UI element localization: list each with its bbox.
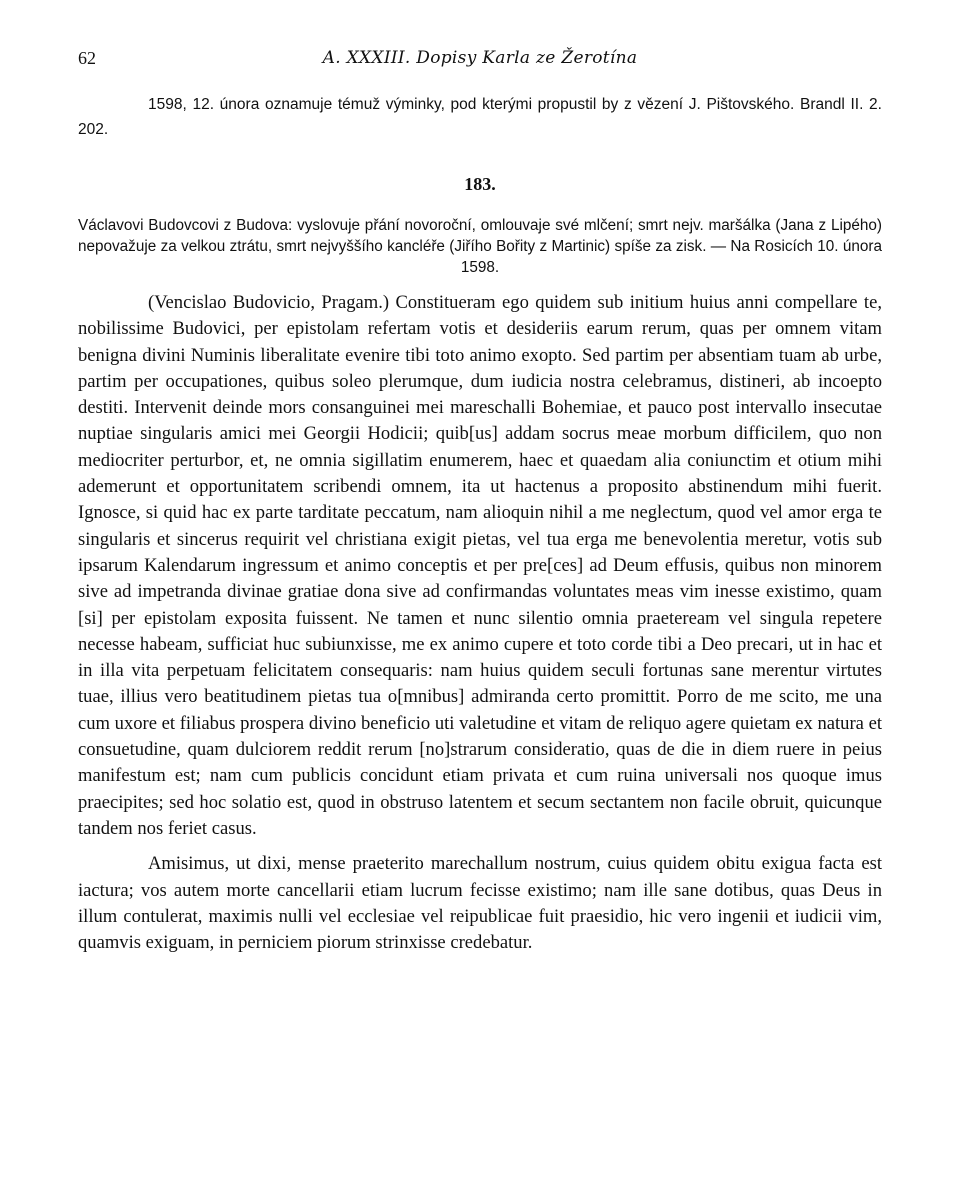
letter-number: 183. — [464, 174, 496, 194]
running-title: A. XXXIII. Dopisy Karla ze Žerotína — [322, 48, 638, 68]
page-number: 62 — [78, 48, 96, 68]
preceding-letter-summary: 1598, 12. února oznamuje témuž výminky, pod kterými propustil by z vězení J. Pištovského. Brandl II. 2. 202. — [78, 96, 882, 138]
letter-paragraph: (Vencislao Budovicio, Pragam.) Constitueram ego quidem sub initium huius anni compellare te, nobilissime Budovici, per epistolam refertam votis et desideriis earum rerum, quas per omnem vitam benigna divini Numinis liberalitate evenire tibi toto animo exopto. Sed partim per absentiam tuam ab urbe, partim per occupationes, quibus soleo plerumque, dum iudicia nostra celebramus, distineri, ab incoepto destiti. Intervenit deinde mors consanguinei mei mareschalli Bohemiae, et pauco post intervallo insecutae nuptiae singularis amici mei Georgii Hodicii; quib[us] addam socrus meae morbum difficilem, quo non mediocriter perturbor, et, ne omnia sigillatim enumerem, haec et quaedam alia coniunctim et otium mihi ademerunt et opportunitatem scribendi omnem, ita ut hactenus a proposito abstinendum mihi fuerit. Ignosce, si quid hac ex parte tarditate peccatum, nam alioquin nihil a me neglectum, quod vel amor erga te singularis et sincerus requirit vel christiana exigit pietas, vel tua erga me benevolentia meretur, votis sub ipsarum Kalendarum ingressum et animo conceptis et per pre[ces] ad Deum effusis, quibus non minorem sive ad impetranda divinae gratiae dona sive ad confirmandas voluntates meas vim inesse existimo, quam [si] per epistolam exposita fuissent. Ne tamen et nunc silentio omnia praeteream vel singula repetere necesse habeam, sufficiat huc subiunxisse, me ex animo cupere et toto corde tibi a Deo precari, ut in hac et in illa vita perpetuam felicitatem consequaris: nam huius quidem seculi fortunas sane merentur virtutes tuae, illius vero beatitudinem pietas tua o[mnibus] admiranda certo promittit. Porro de me scito, me una cum uxore et filiabus prospera divino beneficio uti valetudine et vitam de reliquo agere quietam ex natura et consuetudine, quam dulciorem reddit rerum [no]strarum consideratio, quas de die in diem ruere in peius manifestum est; nam cum publicis concidunt etiam privata et cum ruina universali nos quoque imus praecipites; sed hoc solatio est, quod in obstruso latentem et secum sectantem non facile obruit, quicunque tandem nos feriet casus. — [78, 292, 882, 839]
letter-body — [78, 290, 882, 956]
letter-regest: Václavovi Budovcovi z Budova: vyslovuje přání novoroční, omlouvaje své mlčení; smrt nejv. maršálka (Jana z Lipého) nepovažuje za velkou ztrátu, smrt nejvyššího kancléře (Jiřího Bořity z Martinic) spíše za zisk. — Na Rosicích 10. února 1598. — [78, 217, 882, 276]
letter-paragraph: Amisimus, ut dixi, mense praeterito marechallum nostrum, cuius quidem obitu exigua facta est iactura; vos autem morte cancellarii etiam lucrum fecisse existimo; nam ille sane dotibus, quas Deus in illum contulerat, maximis nulli vel ecclesiae vel reipublicae fuit praesidio, hic vero ingenii et iudicii vim, quamvis exiguam, in perniciem piorum strinxisse credebatur. — [78, 853, 882, 954]
document-page — [78, 38, 882, 956]
running-header — [78, 38, 882, 74]
